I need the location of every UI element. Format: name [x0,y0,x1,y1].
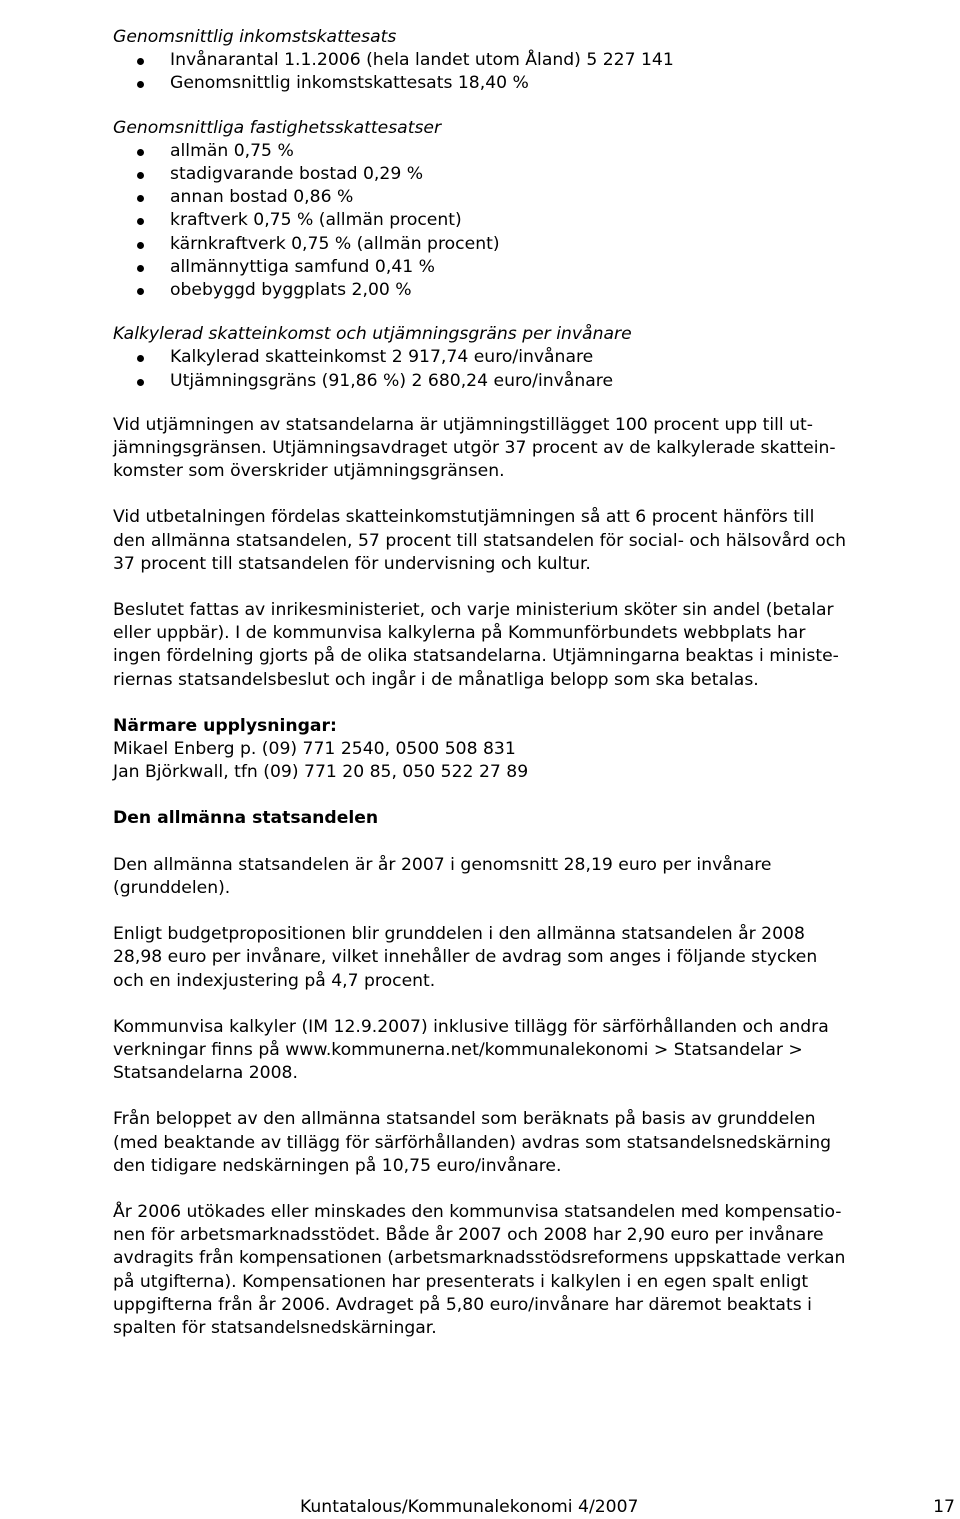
list-item: Kalkylerad skatteinkomst 2 917,74 euro/invånare [113,346,923,369]
bullet-icon [137,288,144,295]
property-tax-list [113,140,923,302]
list-item: Invånarantal 1.1.2006 (hela landet utom Åland) 5 227 141 [113,49,923,72]
paragraph-decision: Beslutet fattas av inrikesministeriet, och varje ministerium sköter sin andel (betalar eller uppbär). I de kommunvisa kalkylerna på Kommunförbundets webbplats har ingen fördelning gjorts på de olika statsandelarna. Utjämningarna beaktas i ministe- riernas statsandelsbeslut och ingår i de månatliga belopp som ska betalas. [113,600,839,690]
bullet-icon [137,242,144,249]
list-item: obebyggd byggplats 2,00 % [113,279,923,302]
general-share-heading: Den allmänna statsandelen [113,808,379,829]
list-item: Utjämningsgräns (91,86 %) 2 680,24 euro/invånare [113,370,923,393]
section-heading-income-tax: Genomsnittlig inkomstskattesats [113,27,397,47]
paragraph-equalization: Vid utjämningen av statsandelarna är utjämningstillägget 100 procent upp till ut- jämningsgränsen. Utjämningsavdraget utgör 37 procent av de kalkylerade skattein- komster som överskrider utjämningsgränsen. [113,414,836,482]
bullet-icon [137,195,144,202]
bullet-icon [137,172,144,179]
paragraph-general-4: Från beloppet av den allmänna statsandel som beräknats på basis av grunddelen (med beaktande av tillägg för särförhållanden) avdras som statsandelsnedskärning den tidigare nedskärningen på 10,75 euro/invånare. [113,1109,832,1176]
bullet-icon [137,355,144,362]
tax-income-list [113,346,923,392]
bullet-icon [137,149,144,156]
bullet-icon [137,265,144,272]
bullet-icon [137,58,144,65]
contact-heading: Närmare upplysningar: [113,715,337,736]
bullet-icon [137,379,144,386]
paragraph-general-1: Den allmänna statsandelen är år 2007 i genomsnitt 28,19 euro per invånare (grunddelen). [113,854,772,898]
paragraph-payment: Vid utbetalningen fördelas skatteinkomstutjämningen så att 6 procent hänförs till den allmänna statsandelen, 57 procent till statsandelen för social- och hälsovård och 37 procent till statsandelen för undervisning och kultur. [113,507,847,574]
section-heading-property-tax: Genomsnittliga fastighetsskattesatser [113,117,442,138]
contact-line: Mikael Enberg p. (09) 771 2540, 0500 508 831 [113,739,516,760]
list-item: allmännyttiga samfund 0,41 % [113,256,923,279]
list-item: stadigvarande bostad 0,29 % [113,163,923,186]
paragraph-general-3: Kommunvisa kalkyler (IM 12.9.2007) inklusive tillägg för särförhållanden och andra verkningar finns på www.kommunerna.net/kommunalekonomi > Statsandelar > Statsandelarna 2008. [113,1016,829,1084]
bullet-icon [137,218,144,225]
contact-line: Jan Björkwall, tfn (09) 771 20 85, 050 522 27 89 [113,762,529,783]
paragraph-general-2: Enligt budgetpropositionen blir grunddelen i den allmänna statsandelen år 2008 28,98 euro per invånare, vilket innehåller de avdrag som anges i följande stycken och en indexjustering på 4,7 procent. [113,924,818,991]
paragraph-general-5: År 2006 utökades eller minskades den kommunvisa statsandelen med kompensatio- nen för arbetsmarknadsstödet. Både år 2007 och 2008 har 2,90 euro per invånare avdragits från kompensationen (arbetsmarknadsstödsreformens uppskattade verkan på utgifterna). Kompensationen har presenterats i kalkylen i en egen spalt enligt uppgifterna från år 2006. Avdraget på 5,80 euro/invånare har däremot beaktats i spalten för statsandelsnedskärningar. [113,1201,846,1338]
list-item: kärnkraftverk 0,75 % (allmän procent) [113,233,923,256]
list-item: allmän 0,75 % [113,140,923,163]
list-item: Genomsnittlig inkomstskattesats 18,40 % [113,72,923,95]
section-heading-tax-income: Kalkylerad skatteinkomst och utjämningsgräns per invånare [113,324,632,345]
publication-name: Kuntatalous/Kommunalekonomi 4/2007 [300,1497,639,1517]
list-item: annan bostad 0,86 % [113,186,923,209]
bullet-icon [137,81,144,88]
income-tax-list [113,49,923,95]
document-page [113,26,923,1340]
page-number: 17 [933,1497,955,1517]
list-item: kraftverk 0,75 % (allmän procent) [113,209,923,232]
